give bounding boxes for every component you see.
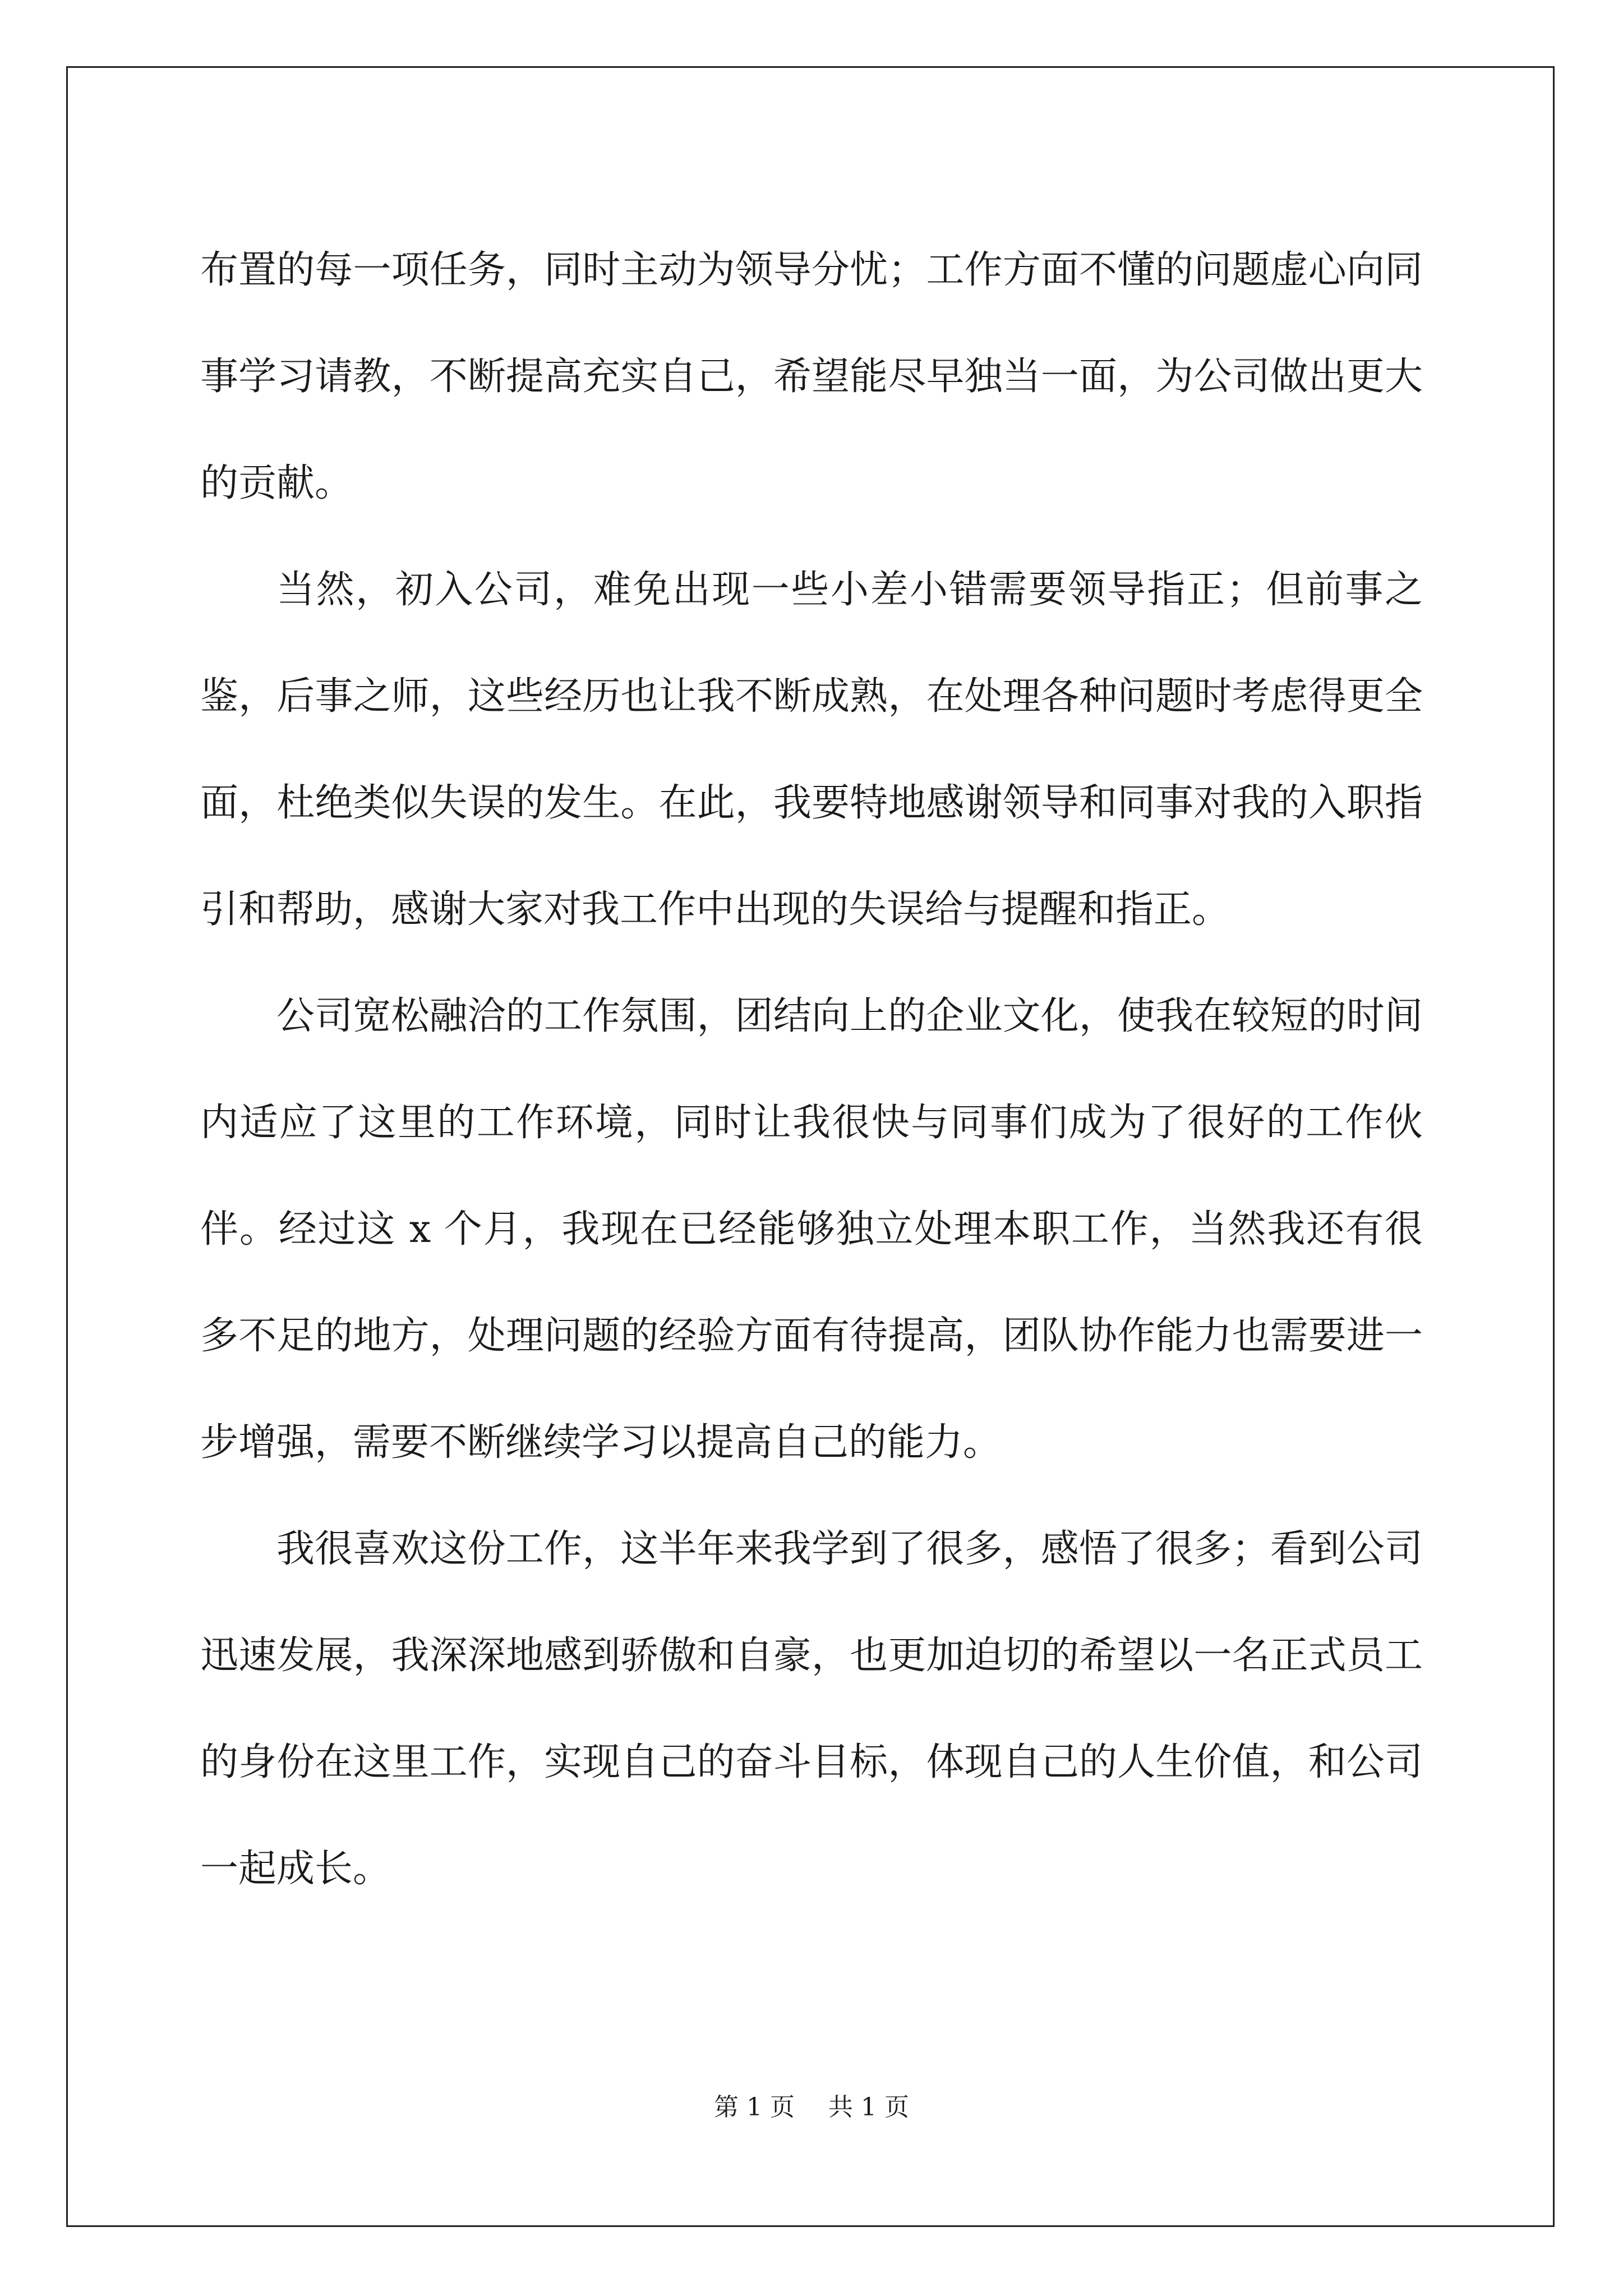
paragraph-continuation: 布置的每一项任务，同时主动为领导分忧；工作方面不懂的问题虚心向同事学习请教，不断提高充实自己，希望能尽早独当一面，为公司做出更大的贡献。 (200, 248, 1423, 505)
paragraph: 当然，初入公司，难免出现一些小差小错需要领导指正；但前事之鉴，后事之师，这些经历也让我不断成熟，在处理各种问题时考虑得更全面，杜绝类似失误的发生。在此，我要特地感谢领导和同事对我的入职指引和帮助，感谢大家对我工作中出现的失误给与提醒和指正。 (200, 568, 1423, 932)
paragraph: 我很喜欢这份工作，这半年来我学到了很多，感悟了很多；看到公司迅速发展，我深深地感到骄傲和自豪，也更加迫切的希望以一名正式员工的身份在这里工作，实现自己的奋斗目标，体现自己的人生价值，和公司一起成长。 (200, 1527, 1423, 1891)
page-footer (0, 2087, 1623, 2123)
page-total: 共 1 页 (828, 2093, 909, 2122)
paragraph: 公司宽松融洽的工作氛围，团结向上的企业文化，使我在较短的时间内适应了这里的工作环境，同时让我很快与同事们成为了很好的工作伙伴。经过这 x 个月，我现在已经能够独立处理本职工作，当然我还有很多不足的地方，处理问题的经验方面有待提高，团队协作能力也需要进一步增强，需要不断继续学习以提高自己的能力。 (200, 994, 1423, 1465)
page-number: 第 1 页 (714, 2093, 795, 2122)
document-body (200, 217, 1423, 1922)
